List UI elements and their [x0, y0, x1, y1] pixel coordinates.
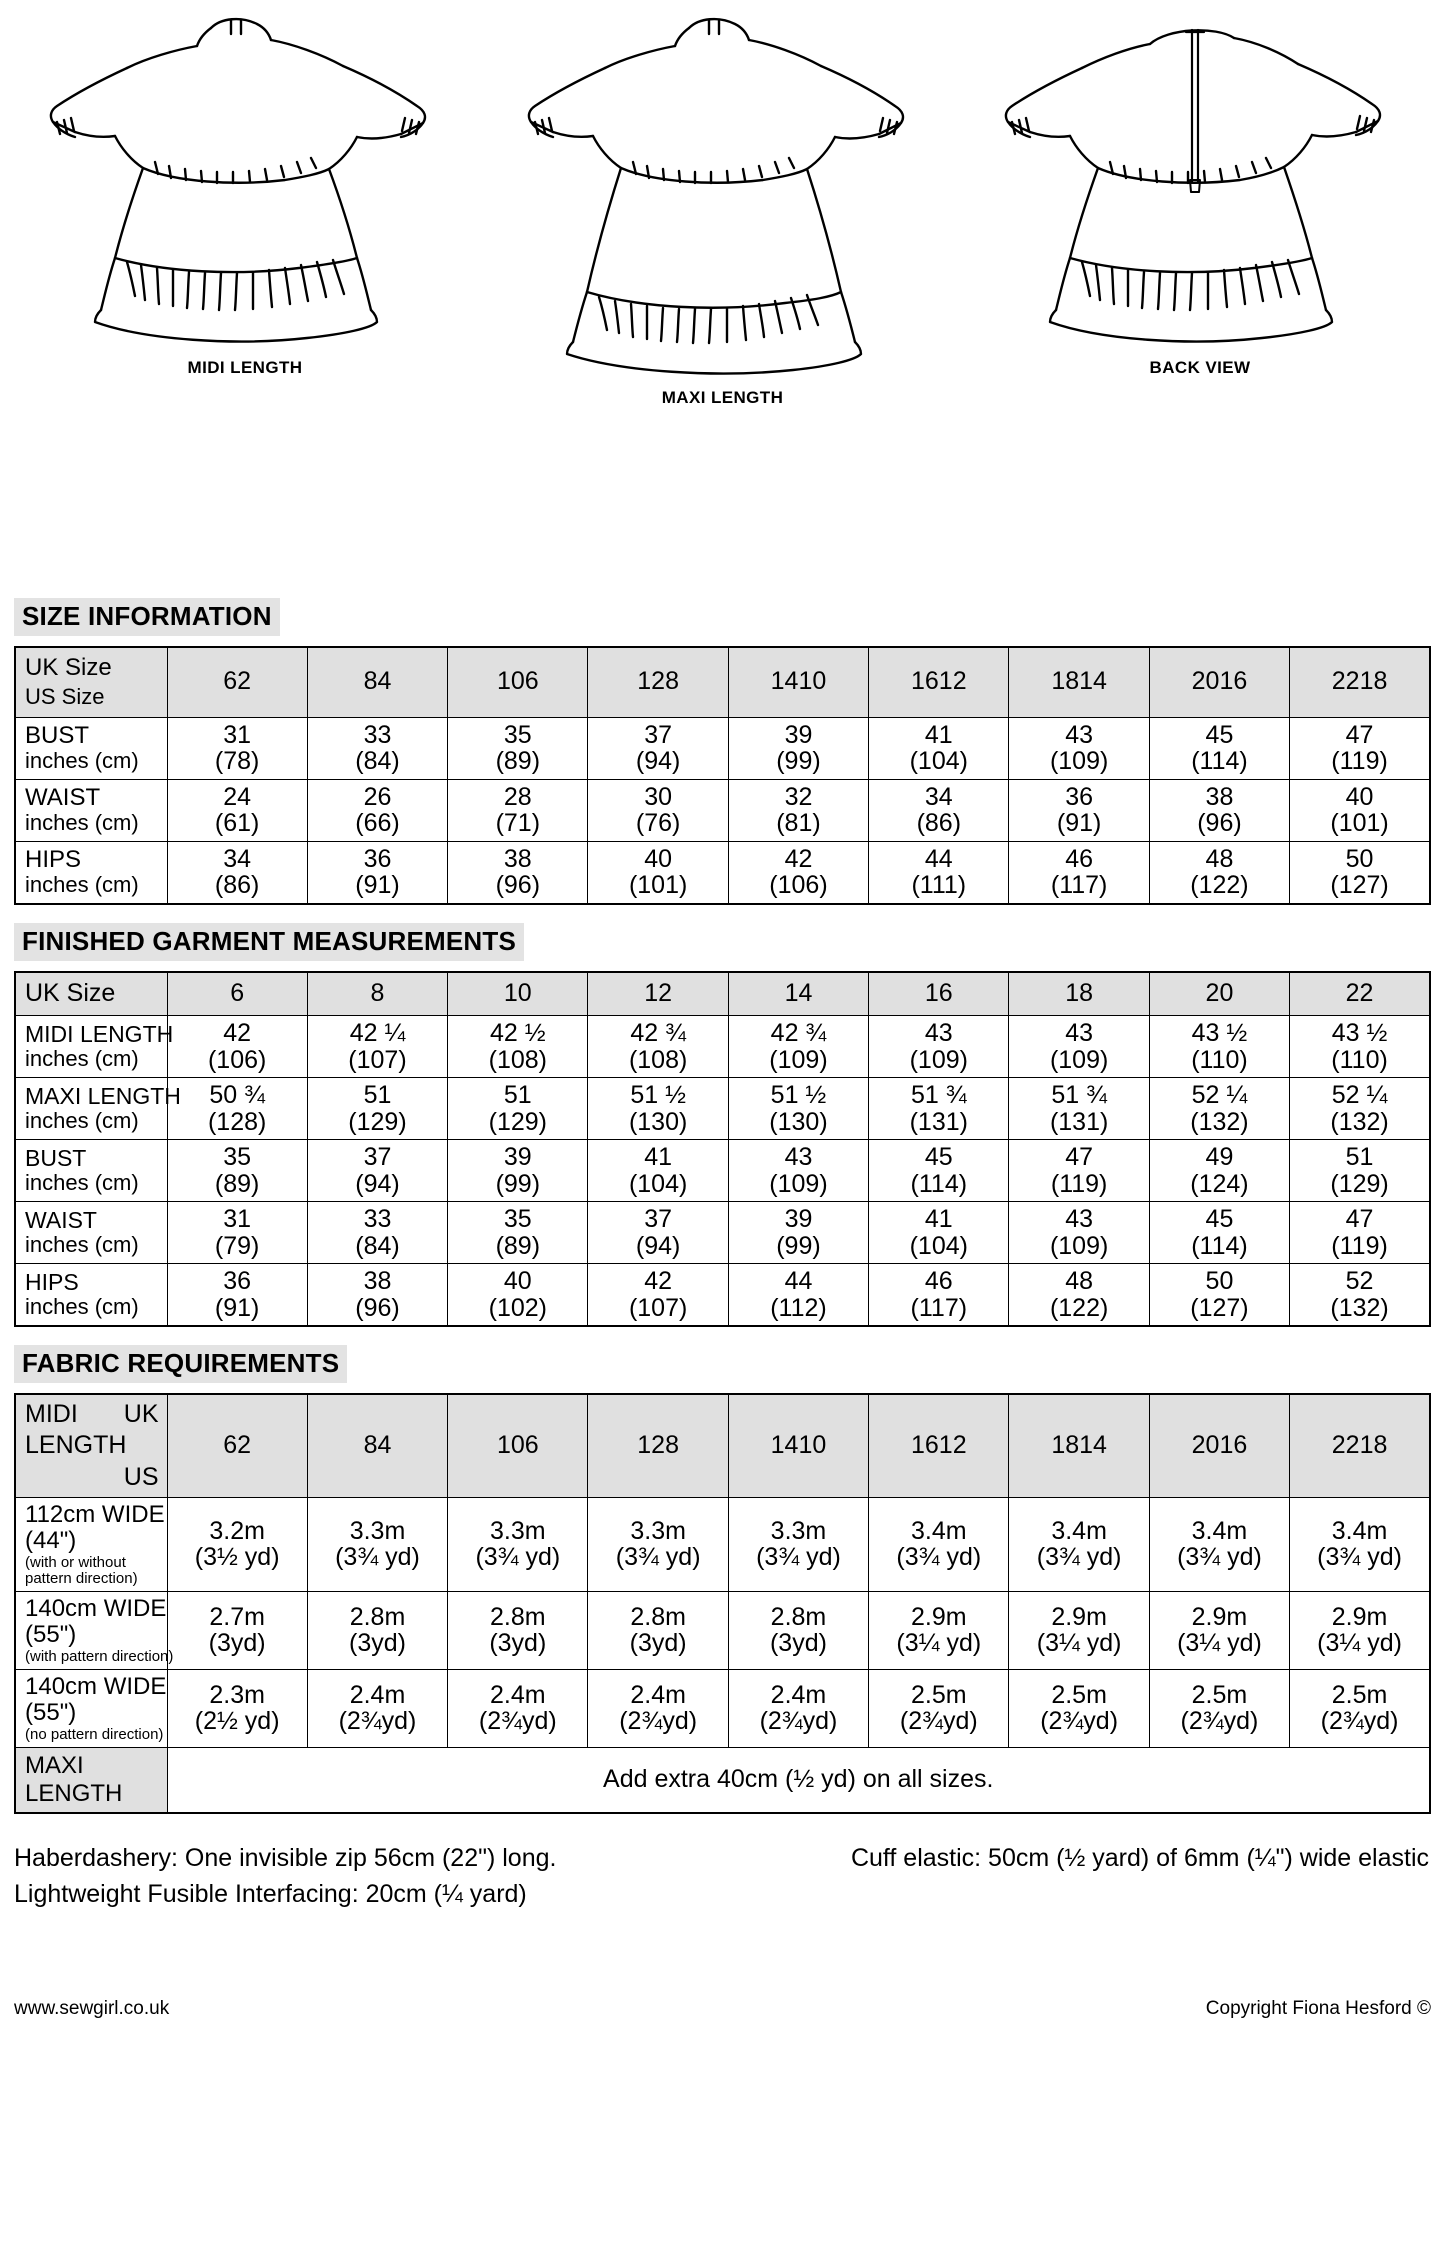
- cell: 2.5m (2¾yd): [1290, 1669, 1430, 1747]
- row-label: MIDI LENGTH inches (cm): [15, 1016, 167, 1078]
- size-col-1: 84: [307, 647, 447, 717]
- maxi-length-note: Add extra 40cm (½ yd) on all sizes.: [167, 1747, 1430, 1813]
- cell: 51 (129): [448, 1078, 588, 1140]
- cell: 31 (79): [167, 1202, 307, 1264]
- cell: 2.8m (3yd): [728, 1591, 868, 1669]
- cell: 43 (109): [1009, 1202, 1149, 1264]
- cell: 47 (119): [1290, 1202, 1430, 1264]
- size-col-2: 10: [448, 972, 588, 1016]
- midi-label-line1: MIDI: [25, 1400, 78, 1428]
- cell: 45 (114): [1149, 717, 1289, 779]
- cell: 42 ¾ (109): [728, 1016, 868, 1078]
- table-row-maxi-length: [15, 1078, 1430, 1140]
- size-information-section: [0, 598, 1445, 905]
- size-col-1: 8: [307, 972, 447, 1016]
- interfacing-note: Lightweight Fusible Interfacing: 20cm (¼ yard): [14, 1880, 527, 1909]
- table-row-waist: [15, 1202, 1430, 1264]
- cell: 3.4m (3¾ yd): [1290, 1497, 1430, 1591]
- figure-back-view: [965, 10, 1435, 378]
- haberdashery-notes: [14, 1840, 1431, 1913]
- cuff-elastic-note: Cuff elastic: 50cm (½ yard) of 6mm (¼") wide elastic: [850, 1843, 1429, 1872]
- cell: 2.9m (3¼ yd): [869, 1591, 1009, 1669]
- cell: 51 (129): [307, 1078, 447, 1140]
- cell: 2.5m (2¾yd): [1149, 1669, 1289, 1747]
- cell: 32 (81): [728, 779, 868, 841]
- figure-maxi-length: [488, 10, 958, 408]
- cell: 2.3m (2½ yd): [167, 1669, 307, 1747]
- cell: 45 (114): [1149, 1202, 1289, 1264]
- figure-caption: MIDI LENGTH: [187, 358, 303, 377]
- cell: 34 (86): [869, 779, 1009, 841]
- cell: 2.8m (3yd): [588, 1591, 728, 1669]
- cell: 3.3m (3¾ yd): [448, 1497, 588, 1591]
- finished-garment-table: [14, 971, 1431, 1328]
- size-col-0: 62: [167, 647, 307, 717]
- size-col-0: 6: [167, 972, 307, 1016]
- cell: 36 (91): [307, 841, 447, 904]
- size-col-4: 1410: [728, 1394, 868, 1497]
- cell: 51 ¾ (131): [869, 1078, 1009, 1140]
- cell: 51 ½ (130): [728, 1078, 868, 1140]
- cell: 52 ¼ (132): [1290, 1078, 1430, 1140]
- finished-garment-section: [0, 923, 1445, 1328]
- cell: 2.4m (2¾yd): [448, 1669, 588, 1747]
- size-col-7: 20: [1149, 972, 1289, 1016]
- uk-size-label: UK Size: [15, 972, 167, 1016]
- table-header-row: [15, 972, 1430, 1016]
- website-link[interactable]: www.sewgirl.co.uk: [14, 1998, 170, 2020]
- midi-dress-drawing: [35, 10, 455, 350]
- cell: 31 (78): [167, 717, 307, 779]
- cell: 45 (114): [869, 1140, 1009, 1202]
- table-row-140cm-no-pattern: [15, 1669, 1430, 1747]
- cell: 2.4m (2¾yd): [307, 1669, 447, 1747]
- cell: 43 (109): [869, 1016, 1009, 1078]
- cell: 39 (99): [728, 1202, 868, 1264]
- size-col-6: 1814: [1009, 1394, 1149, 1497]
- cell: 42 (106): [167, 1016, 307, 1078]
- row-label: 112cm WIDE (44") (with or without pattern direction): [15, 1497, 167, 1591]
- size-col-5: 16: [869, 972, 1009, 1016]
- table-row-140cm-with-pattern: [15, 1591, 1430, 1669]
- cell: 46 (117): [869, 1264, 1009, 1327]
- cell: 2.9m (3¼ yd): [1290, 1591, 1430, 1669]
- uk-size-label: UK Size: [25, 654, 112, 681]
- uk-label: UK: [123, 1400, 159, 1428]
- fabric-requirements-section: [0, 1345, 1445, 1814]
- size-col-5: 1612: [869, 647, 1009, 717]
- illustration-row: [0, 0, 1445, 580]
- cell: 47 (119): [1009, 1140, 1149, 1202]
- back-dress-drawing: [990, 10, 1410, 350]
- us-label: US: [123, 1462, 159, 1491]
- fabric-requirements-body: [15, 1394, 1430, 1813]
- size-col-3: 128: [588, 647, 728, 717]
- row-label: 140cm WIDE (55") (no pattern direction): [15, 1669, 167, 1747]
- cell: 46 (117): [1009, 841, 1149, 904]
- table-row-waist: [15, 779, 1430, 841]
- table-header-row: [15, 647, 1430, 717]
- cell: 28 (71): [448, 779, 588, 841]
- size-col-8: 22: [1290, 972, 1430, 1016]
- cell: 44 (111): [869, 841, 1009, 904]
- cell: 41 (104): [869, 1202, 1009, 1264]
- cell: 52 ¼ (132): [1149, 1078, 1289, 1140]
- maxi-dress-drawing: [513, 10, 933, 380]
- row-label: WAIST inches (cm): [15, 779, 167, 841]
- cell: 36 (91): [1009, 779, 1149, 841]
- cell: 33 (84): [307, 717, 447, 779]
- size-information-body: [15, 647, 1430, 904]
- cell: 44 (112): [728, 1264, 868, 1327]
- table-row-midi-length: [15, 1016, 1430, 1078]
- row-label: WAIST inches (cm): [15, 1202, 167, 1264]
- haberdashery-column: [14, 1840, 556, 1913]
- table-row-bust: [15, 1140, 1430, 1202]
- cell: 48 (122): [1149, 841, 1289, 904]
- cell: 2.7m (3yd): [167, 1591, 307, 1669]
- us-size-label: US Size: [25, 684, 105, 709]
- cell: 2.8m (3yd): [448, 1591, 588, 1669]
- size-header-label: [15, 647, 167, 717]
- cell: 41 (104): [588, 1140, 728, 1202]
- cell: 37 (94): [588, 717, 728, 779]
- cell: 40 (101): [588, 841, 728, 904]
- size-col-0: 62: [167, 1394, 307, 1497]
- size-col-6: 1814: [1009, 647, 1149, 717]
- cell: 2.5m (2¾yd): [869, 1669, 1009, 1747]
- cell: 40 (101): [1290, 779, 1430, 841]
- fabric-requirements-heading: FABRIC REQUIREMENTS: [14, 1345, 347, 1383]
- cell: 35 (89): [448, 717, 588, 779]
- cell: 3.3m (3¾ yd): [307, 1497, 447, 1591]
- size-col-2: 106: [448, 647, 588, 717]
- row-label: HIPS inches (cm): [15, 1264, 167, 1327]
- cell: 30 (76): [588, 779, 728, 841]
- cell: 48 (122): [1009, 1264, 1149, 1327]
- table-row-bust: [15, 717, 1430, 779]
- cell: 49 (124): [1149, 1140, 1289, 1202]
- size-col-4: 1410: [728, 647, 868, 717]
- size-col-4: 14: [728, 972, 868, 1016]
- cell: 2.8m (3yd): [307, 1591, 447, 1669]
- midi-length-uk-us-header: [15, 1394, 167, 1497]
- row-label: 140cm WIDE (55") (with pattern direction): [15, 1591, 167, 1669]
- cell: 2.9m (3¼ yd): [1009, 1591, 1149, 1669]
- figure-midi-length: [10, 10, 480, 378]
- cell: 43 (109): [1009, 717, 1149, 779]
- figure-caption: MAXI LENGTH: [661, 388, 784, 407]
- cell: 2.9m (3¼ yd): [1149, 1591, 1289, 1669]
- figure-caption: BACK VIEW: [1149, 358, 1251, 377]
- size-information-heading: SIZE INFORMATION: [14, 598, 280, 636]
- cell: 36 (91): [167, 1264, 307, 1327]
- cell: 43 ½ (110): [1149, 1016, 1289, 1078]
- table-row-hips: [15, 1264, 1430, 1327]
- cell: 24 (61): [167, 779, 307, 841]
- cell: 39 (99): [728, 717, 868, 779]
- size-col-1: 84: [307, 1394, 447, 1497]
- row-label: BUST inches (cm): [15, 1140, 167, 1202]
- cell: 43 (109): [728, 1140, 868, 1202]
- cell: 42 ½ (108): [448, 1016, 588, 1078]
- elastic-column: [851, 1840, 1431, 1876]
- table-row-maxi-length-note: [15, 1747, 1430, 1813]
- table-header-row: [15, 1394, 1430, 1497]
- cell: 39 (99): [448, 1140, 588, 1202]
- size-information-table: [14, 646, 1431, 905]
- cell: 37 (94): [307, 1140, 447, 1202]
- cell: 33 (84): [307, 1202, 447, 1264]
- cell: 3.2m (3½ yd): [167, 1497, 307, 1591]
- size-col-5: 1612: [869, 1394, 1009, 1497]
- cell: 37 (94): [588, 1202, 728, 1264]
- cell: 41 (104): [869, 717, 1009, 779]
- cell: 34 (86): [167, 841, 307, 904]
- cell: 52 (132): [1290, 1264, 1430, 1327]
- finished-garment-heading: FINISHED GARMENT MEASUREMENTS: [14, 923, 524, 961]
- cell: 38 (96): [448, 841, 588, 904]
- cell: 3.4m (3¾ yd): [1149, 1497, 1289, 1591]
- cell: 38 (96): [307, 1264, 447, 1327]
- row-label: MAXI LENGTH inches (cm): [15, 1078, 167, 1140]
- cell: 42 (106): [728, 841, 868, 904]
- cell: 51 (129): [1290, 1140, 1430, 1202]
- row-label: BUST inches (cm): [15, 717, 167, 779]
- cell: 51 ¾ (131): [1009, 1078, 1149, 1140]
- cell: 50 (127): [1149, 1264, 1289, 1327]
- cell: 3.4m (3¾ yd): [1009, 1497, 1149, 1591]
- cell: 43 (109): [1009, 1016, 1149, 1078]
- cell: 3.4m (3¾ yd): [869, 1497, 1009, 1591]
- page-footer: [14, 1998, 1431, 2020]
- maxi-length-label: MAXI LENGTH: [15, 1747, 167, 1813]
- cell: 42 ¼ (107): [307, 1016, 447, 1078]
- haberdashery-zip-note: Haberdashery: One invisible zip 56cm (22") long.: [14, 1843, 557, 1872]
- cell: 3.3m (3¾ yd): [588, 1497, 728, 1591]
- cell: 50 (127): [1290, 841, 1430, 904]
- size-col-8: 2218: [1290, 1394, 1430, 1497]
- cell: 51 ½ (130): [588, 1078, 728, 1140]
- size-col-7: 2016: [1149, 647, 1289, 717]
- cell: 35 (89): [448, 1202, 588, 1264]
- size-col-7: 2016: [1149, 1394, 1289, 1497]
- size-col-6: 18: [1009, 972, 1149, 1016]
- size-col-8: 2218: [1290, 647, 1430, 717]
- copyright-notice: Copyright Fiona Hesford ©: [1205, 1998, 1431, 2020]
- cell: 43 ½ (110): [1290, 1016, 1430, 1078]
- cell: 42 (107): [588, 1264, 728, 1327]
- finished-garment-body: [15, 972, 1430, 1327]
- cell: 38 (96): [1149, 779, 1289, 841]
- cell: 2.4m (2¾yd): [728, 1669, 868, 1747]
- cell: 3.3m (3¾ yd): [728, 1497, 868, 1591]
- row-label: HIPS inches (cm): [15, 841, 167, 904]
- size-col-3: 12: [588, 972, 728, 1016]
- cell: 47 (119): [1290, 717, 1430, 779]
- table-row-112cm-wide: [15, 1497, 1430, 1591]
- fabric-requirements-table: [14, 1393, 1431, 1814]
- midi-label-line2-wrap: LENGTH US: [25, 1430, 163, 1461]
- cell: 42 ¾ (108): [588, 1016, 728, 1078]
- cell: 50 ¾ (128): [167, 1078, 307, 1140]
- cell: 40 (102): [448, 1264, 588, 1327]
- cell: 2.4m (2¾yd): [588, 1669, 728, 1747]
- table-row-hips: [15, 841, 1430, 904]
- cell: 2.5m (2¾yd): [1009, 1669, 1149, 1747]
- cell: 26 (66): [307, 779, 447, 841]
- size-col-2: 106: [448, 1394, 588, 1497]
- cell: 35 (89): [167, 1140, 307, 1202]
- size-col-3: 128: [588, 1394, 728, 1497]
